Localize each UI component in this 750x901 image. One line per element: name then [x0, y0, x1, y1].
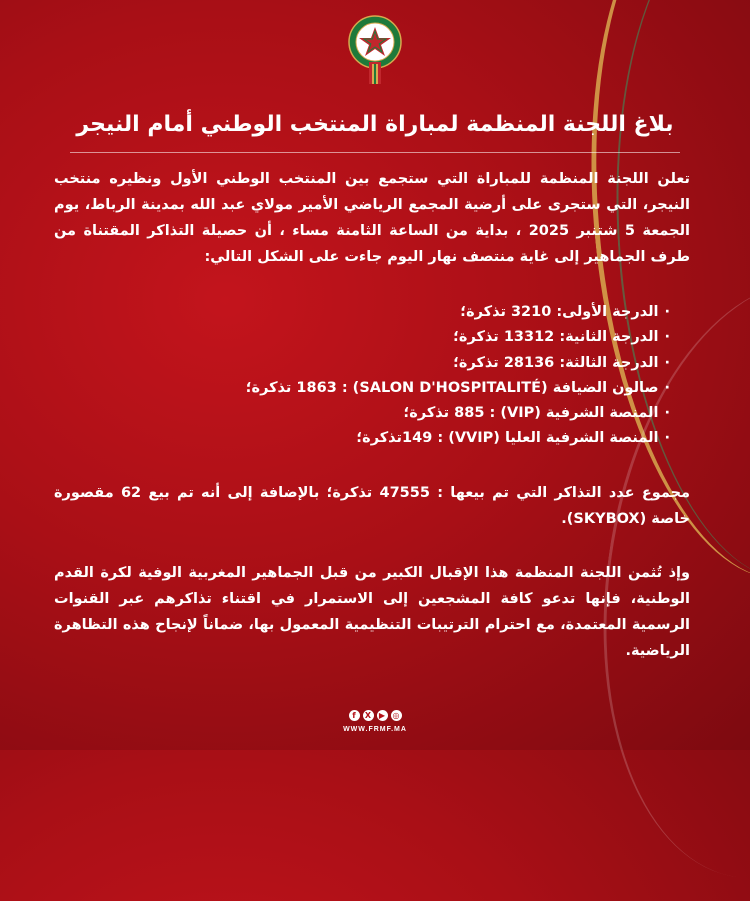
list-item — [54, 325, 670, 350]
website-link[interactable]: WWW.FRMF.MA — [343, 726, 407, 733]
ticket-list — [54, 300, 690, 452]
frmf-logo-icon — [347, 14, 403, 86]
x-icon[interactable]: X — [363, 710, 374, 721]
instagram-icon[interactable]: ◎ — [391, 710, 402, 721]
ticket-line: المنصة الشرفية (VIP) : 885 تذكرة؛ — [403, 405, 659, 422]
bullet-icon: · — [664, 329, 670, 346]
bullet-icon: · — [664, 405, 670, 422]
bullet-icon: · — [664, 304, 670, 320]
list-item — [54, 426, 670, 451]
intro-paragraph: تعلن اللجنة المنظمة للمباراة التي ستجمع بين المنتخب الوطني الأول ونظيره منتخب النيجر، التي ستجرى على أرضية المجمع الرياضي الأمير مولاي عبد الله بمدينة الرباط، يوم الجمعة 5 شتنبر 2025 ، بداية من الساعة الثامنة مساء ، أن حصيلة التذاكر المقتناة من طرف الجماهير إلى غاية منتصف نهار اليوم جاءت على الشكل التالي: — [54, 171, 690, 265]
ticket-line: الدرجة الثالثة: 28136 تذكرة؛ — [453, 354, 659, 371]
bullet-icon: · — [664, 430, 670, 447]
ticket-line: الدرجة الثانية: 13312 تذكرة؛ — [453, 329, 659, 346]
footer — [0, 710, 750, 733]
ticket-line: المنصة الشرفية العليا (VVIP) : 149تذكرة؛ — [356, 430, 659, 447]
total-paragraph: مجموع عدد التذاكر التي تم بيعها : 47555 تذكرة؛ بالإضافة إلى أنه تم بيع 62 مقصورة خاصة (SKYBOX). — [54, 484, 690, 527]
youtube-icon[interactable]: ▶ — [377, 710, 388, 721]
bullet-icon: · — [664, 354, 670, 371]
facebook-icon[interactable]: f — [349, 710, 360, 721]
list-item — [54, 351, 670, 376]
document-body — [54, 166, 690, 664]
list-item — [54, 300, 670, 325]
list-item — [54, 376, 670, 401]
title-divider — [70, 152, 680, 153]
ticket-line: الدرجة الأولى: 3210 تذكرة؛ — [460, 304, 659, 320]
list-item — [54, 401, 670, 426]
bullet-icon: · — [664, 379, 670, 396]
page-title: بلاغ اللجنة المنظمة لمباراة المنتخب الوطني أمام النيجر — [76, 112, 674, 137]
closing-paragraph: وإذ تُثمن اللجنة المنظمة هذا الإقبال الكبير من قبل الجماهير المغربية الوفية لكرة القدم الوطنية، فإنها تدعو كافة المشجعين إلى الاستمرار في اقتناء تذاكرهم عبر القنوات الرسمية المعتمدة، مع احترام الترتيبات التنظيمية المعمول بها، ضماناً لإنجاح هذه التظاهرة الرياضية. — [54, 564, 690, 659]
social-links — [0, 710, 750, 721]
ticket-line: صالون الضيافة (SALON D'HOSPITALITÉ) : 1863 تذكرة؛ — [245, 379, 659, 396]
